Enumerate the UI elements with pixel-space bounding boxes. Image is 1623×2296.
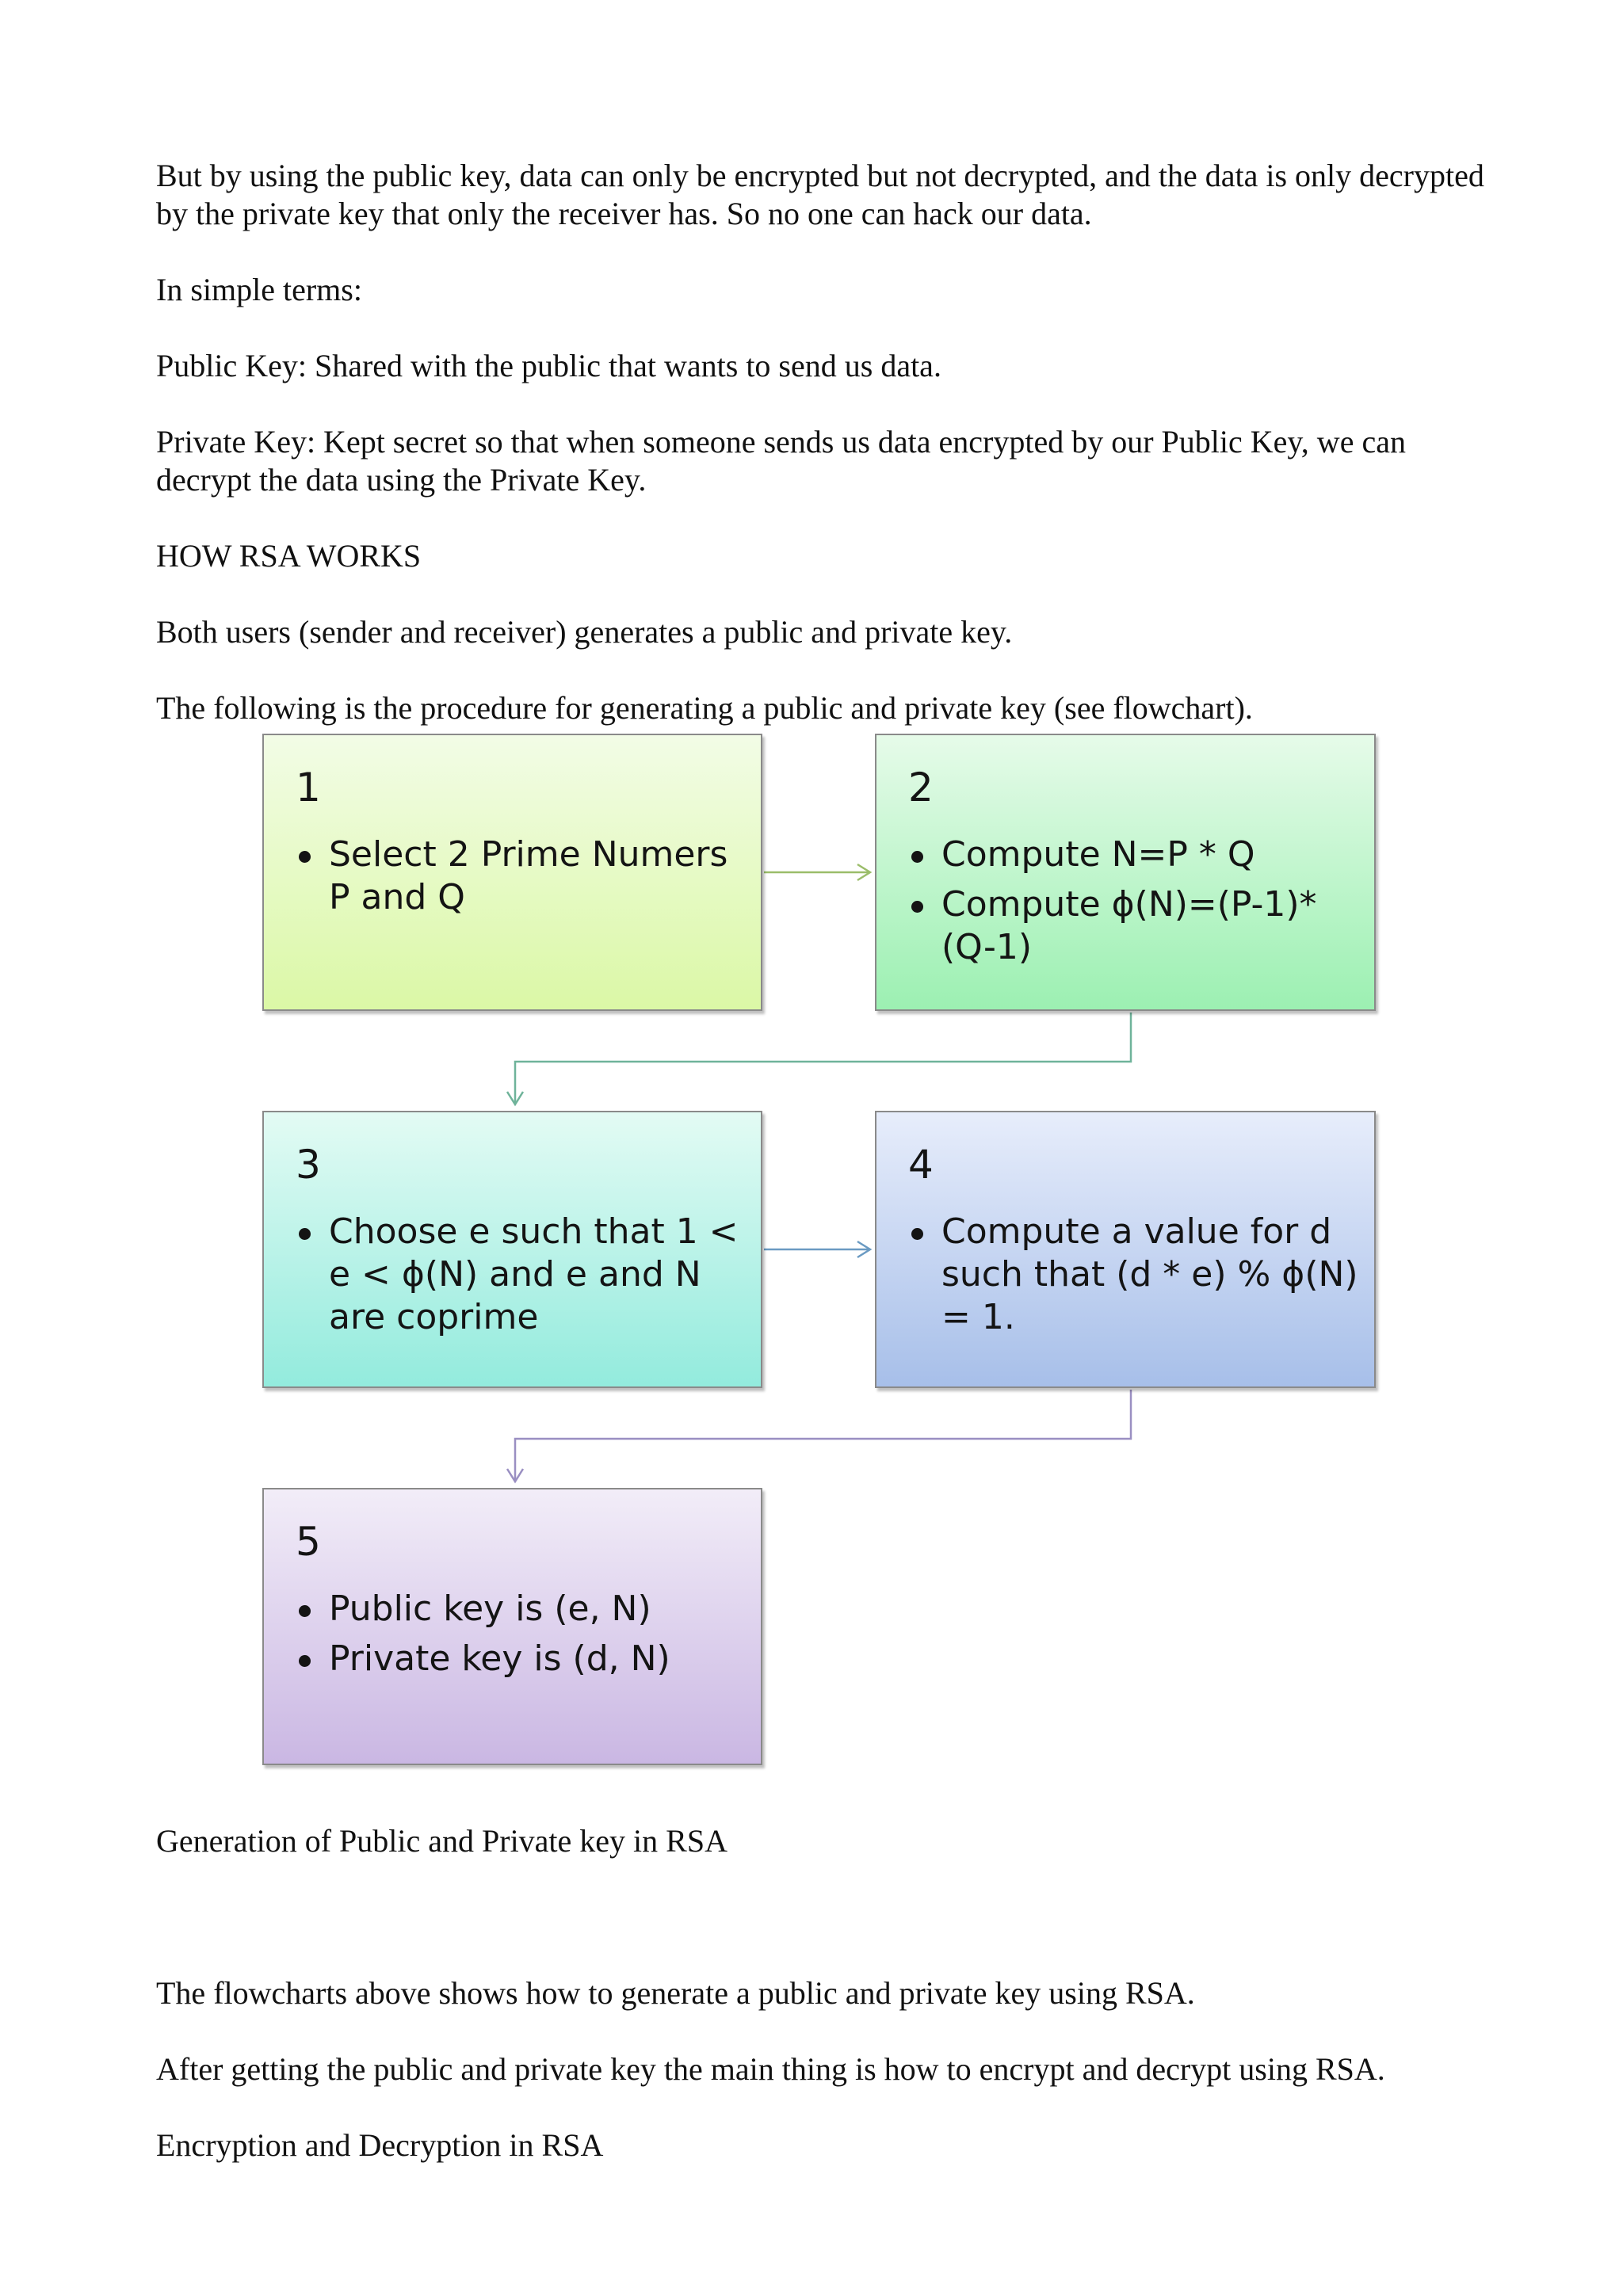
step-bullet: Select 2 Prime Numers P and Q <box>296 833 745 919</box>
flowchart-step-4 <box>875 1111 1376 1388</box>
paragraph-simple-terms: In simple terms: <box>156 272 362 307</box>
step-bullet: Compute N=P * Q <box>908 833 1358 876</box>
flowchart-step-1 <box>262 734 762 1011</box>
section-heading-how-rsa-works: HOW RSA WORKS <box>156 538 422 574</box>
section-heading-encryption-decryption: Encryption and Decryption in RSA <box>156 2127 604 2163</box>
step-bullet: Compute ϕ(N)=(P-1)*(Q-1) <box>908 883 1358 969</box>
paragraph-private-key-definition: Private Key: Kept secret so that when someone sends us data encrypted by our Public Key, we can decrypt the data using the Private Key. <box>156 424 1406 498</box>
step-bullet-list <box>296 1211 745 1346</box>
step-bullet: Public key is (e, N) <box>296 1588 745 1630</box>
step-number: 5 <box>296 1519 321 1565</box>
paragraph-after-keys: After getting the public and private key the main thing is how to encrypt and decrypt using RSA. <box>156 2051 1385 2087</box>
step-number: 1 <box>296 765 321 810</box>
step-bullet-list <box>908 1211 1358 1346</box>
figure-caption: Generation of Public and Private key in RSA <box>156 1823 727 1859</box>
step-bullet-list <box>296 1588 745 1688</box>
paragraph-public-key-encryption: But by using the public key, data can only be encrypted but not decrypted, and the data is only decrypted by the private key that only the receiver has. So no one can hack our data. <box>156 158 1484 231</box>
step-bullet: Compute a value for d such that (d * e) % ϕ(N) = 1. <box>908 1211 1358 1339</box>
flowchart-step-3 <box>262 1111 762 1388</box>
connector-2-to-3 <box>507 1013 1131 1104</box>
step-number: 4 <box>908 1142 934 1188</box>
step-number: 2 <box>908 765 934 810</box>
paragraph-public-key-definition: Public Key: Shared with the public that wants to send us data. <box>156 348 941 383</box>
step-bullet-list <box>296 833 745 926</box>
step-number: 3 <box>296 1142 321 1188</box>
connector-3-to-4 <box>764 1241 870 1257</box>
flowchart-step-5 <box>262 1488 762 1765</box>
paragraph-procedure-intro: The following is the procedure for generating a public and private key (see flowchart). <box>156 690 1253 726</box>
connector-4-to-5 <box>507 1390 1131 1482</box>
step-bullet: Private key is (d, N) <box>296 1638 745 1680</box>
step-bullet-list <box>908 833 1358 976</box>
flowchart-step-2 <box>875 734 1376 1011</box>
connector-1-to-2 <box>764 864 870 880</box>
paragraph-flowchart-summary: The flowcharts above shows how to generate a public and private key using RSA. <box>156 1975 1195 2011</box>
paragraph-both-users: Both users (sender and receiver) generates a public and private key. <box>156 614 1013 650</box>
step-bullet: Choose e such that 1 < e < ϕ(N) and e and N are coprime <box>296 1211 745 1339</box>
